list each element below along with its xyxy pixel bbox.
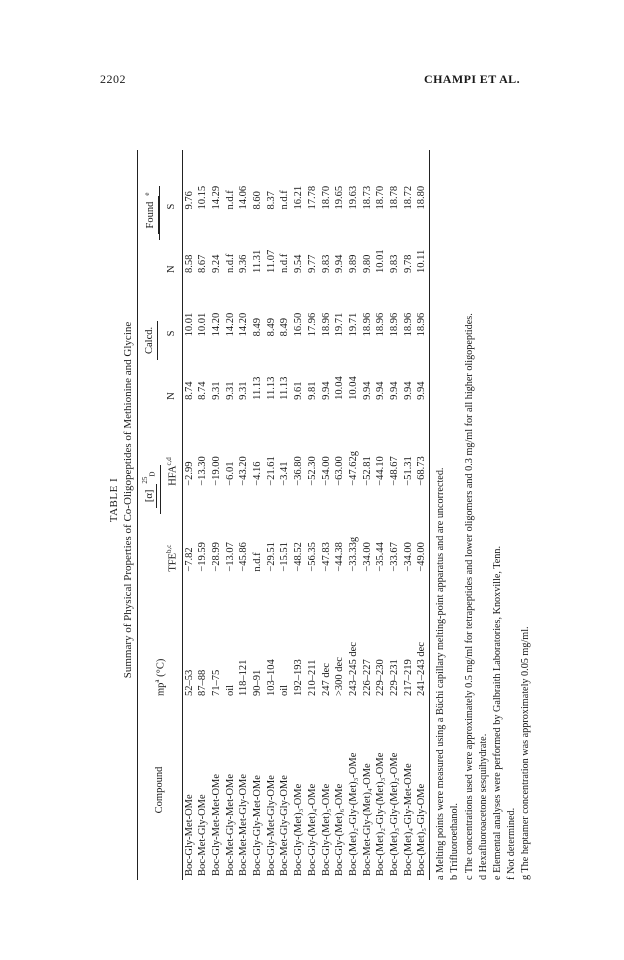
tfe-rotation-cell: −7.82	[183, 547, 195, 572]
mp-cell: 52–53	[183, 669, 195, 696]
calcd-n-cell: 9.31	[210, 381, 222, 400]
found-n-cell: n.d.f	[279, 253, 291, 273]
mp-cell: oil	[279, 684, 291, 696]
running-head: CHAMPI ET AL.	[424, 72, 520, 86]
calc-n-header: N	[162, 340, 182, 403]
calcd-n-cell: 10.04	[347, 376, 359, 400]
compound-cell: Boc-Gly-(Met)₅-OMe	[320, 783, 332, 876]
mp-header-unit: (°C)	[155, 658, 167, 680]
compound-cell: Boc-Met-Gly-OMe	[197, 794, 209, 876]
tfe-rotation-cell: n.d.f	[252, 552, 264, 572]
found-s-cell: 19.63	[347, 185, 359, 210]
found-n-cell: 9.77	[306, 254, 318, 273]
calcd-s-cell: 19.71	[347, 312, 359, 337]
table-row	[415, 150, 429, 880]
calcd-s-cell: 18.96	[361, 312, 373, 337]
mp-cell: 71–75	[210, 669, 222, 696]
table-row	[292, 150, 306, 880]
hfa-rotation-cell: −52.81	[361, 456, 373, 486]
found-n-cell: 9.83	[320, 254, 332, 273]
tfe-label: TFE	[167, 553, 179, 572]
tfe-rotation-cell: −56.35	[306, 542, 318, 572]
hfa-rotation-cell: −54.00	[320, 456, 332, 486]
hfa-rotation-cell: −43.20	[238, 456, 250, 486]
found-s-cell: 18.80	[416, 185, 428, 210]
table-row	[182, 150, 196, 880]
found-s-cell: 18.78	[389, 185, 401, 210]
found-s-cell: 8.37	[265, 191, 277, 210]
hfa-rotation-cell: −52.30	[306, 456, 318, 486]
calcd-s-cell: 10.01	[197, 312, 209, 337]
calcd-n-cell: 9.31	[238, 381, 250, 400]
hfa-label: HFA	[167, 465, 179, 486]
calcd-s-cell: 19.71	[334, 312, 346, 337]
hfa-rotation-cell: −6.01	[224, 461, 236, 486]
hfa-header	[162, 404, 182, 490]
compound-cell: Boc-(Met)₅-Gly-OMe	[416, 783, 428, 876]
calcd-s-cell: 18.96	[416, 312, 428, 337]
found-n-cell: 8.58	[183, 254, 195, 273]
compound-cell: Boc-Gly-Met-Met-OMe	[210, 773, 222, 876]
rotation-symbol: [α]	[143, 484, 158, 509]
calcd-s-cell: 8.49	[252, 318, 264, 337]
hfa-rotation-cell: −3.41	[279, 461, 291, 486]
calcd-n-cell: 9.94	[416, 381, 428, 400]
compound-cell: Boc-Gly-(Met)₃-OMe	[293, 783, 305, 876]
found-n-cell: 9.83	[389, 254, 401, 273]
tfe-rotation-cell: −47.83	[320, 542, 332, 572]
calcd-n-cell: 10.04	[334, 376, 346, 400]
calcd-s-cell: 14.20	[224, 312, 236, 337]
hfa-sup: c,d	[165, 457, 174, 466]
mp-cell: 243–245 dec	[347, 642, 359, 696]
mp-cell: 192–193	[293, 659, 305, 696]
tfe-rotation-cell: −28.99	[210, 542, 222, 572]
tfe-header	[162, 490, 182, 576]
page-number: 2202	[100, 72, 126, 86]
table-caption	[107, 120, 137, 880]
rotation-sub: D	[148, 471, 157, 477]
table-row	[388, 150, 402, 880]
calcd-s-cell: 18.96	[389, 312, 401, 337]
table-row	[224, 150, 238, 880]
calcd-s-cell: 8.49	[265, 318, 277, 337]
compound-cell: Boc-Met-Gly-(Met)₄-OMe	[361, 763, 373, 876]
found-n-cell: n.d.f	[224, 253, 236, 273]
hfa-rotation-cell: −4.16	[252, 461, 264, 486]
rotation-sup: 25	[141, 476, 149, 484]
found-n-cell: 10.11	[416, 249, 428, 273]
found-s-cell: n.d.f	[279, 190, 291, 210]
compound-cell: Boc-Met-Gly-Gly-OMe	[279, 775, 291, 876]
table-row	[210, 150, 224, 880]
calcd-n-cell: 11.13	[279, 376, 291, 400]
table-row	[265, 150, 279, 880]
found-n-cell: 9.80	[361, 254, 373, 273]
calcd-s-cell: 14.20	[210, 312, 222, 337]
compound-cell: Boc-(Met)₄-Gly-Met-OMe	[402, 763, 414, 876]
found-s-cell: 18.72	[402, 185, 414, 210]
properties-table	[137, 150, 430, 880]
mp-header-label: mp	[155, 682, 167, 696]
calcd-s-cell: 14.20	[238, 312, 250, 337]
found-n-cell: 9.78	[402, 254, 414, 273]
found-s-cell: n.d.f	[224, 190, 236, 210]
tfe-rotation-cell: −48.52	[293, 542, 305, 572]
compound-cell: Boc-(Met)₂-Gly-(Met)₃-OMe	[375, 752, 387, 876]
compound-cell: Boc-Gly-(Met)₆-OMe	[334, 783, 346, 876]
found-s-cell: 8.60	[252, 191, 264, 210]
hfa-rotation-cell: −2.99	[183, 461, 195, 486]
table-row	[278, 150, 292, 880]
mp-header	[138, 576, 183, 700]
table-row	[320, 150, 334, 880]
tfe-rotation-cell: −45.86	[238, 542, 250, 572]
tfe-rotation-cell: −29.51	[265, 542, 277, 572]
calcd-n-cell: 11.13	[265, 376, 277, 400]
table-row	[347, 150, 361, 880]
tfe-sup: b,c	[165, 544, 174, 553]
found-n-cell: 9.89	[347, 254, 359, 273]
found-s-cell: 16.21	[293, 185, 305, 210]
mp-cell: 103–104	[265, 659, 277, 696]
calcd-n-cell: 9.94	[402, 381, 414, 400]
hfa-rotation-cell: −47.62g	[347, 450, 359, 486]
hfa-rotation-cell: −63.00	[334, 456, 346, 486]
hfa-rotation-cell: −19.00	[210, 456, 222, 486]
tfe-rotation-cell: −33.67	[389, 542, 401, 572]
calcd-n-cell: 9.61	[293, 381, 305, 400]
tfe-rotation-cell: −33.33g	[347, 536, 359, 572]
compound-cell: Boc-(Met)₃-Gly-(Met)₂-OMe	[389, 752, 401, 876]
found-n-cell: 9.24	[210, 254, 222, 273]
tfe-rotation-cell: −34.00	[402, 542, 414, 572]
hfa-rotation-cell: −51.31	[402, 456, 414, 486]
footnote: d Hexafluoroacetone sesquihydrate.	[477, 733, 489, 880]
calcd-n-cell: 8.74	[197, 381, 209, 400]
table-row	[402, 150, 416, 880]
calcd-n-cell: 9.94	[320, 381, 332, 400]
found-s-cell: 18.73	[361, 185, 373, 210]
found-n-cell: 11.31	[252, 249, 264, 273]
mp-cell: 217–219	[402, 659, 414, 696]
tfe-rotation-cell: −19.59	[197, 542, 209, 572]
compound-cell: Boc-Met-Met-Gly-OMe	[238, 773, 250, 876]
calcd-s-cell: 16.50	[293, 312, 305, 337]
table-row	[333, 150, 347, 880]
found-s-header: S	[162, 150, 182, 213]
found-n-header: N	[162, 213, 182, 276]
calcd-s-cell: 17.96	[306, 312, 318, 337]
compound-header: Compound	[138, 700, 183, 880]
compound-cell: Boc-Gly-Met-OMe	[183, 794, 195, 876]
footnote: c The concentrations used were approximately 0.5 mg/ml for tetrapeptides and lower oligomers and 0.3 mg/ml for all higher oligopeptides.	[463, 313, 475, 880]
found-s-cell: 9.76	[183, 191, 195, 210]
found-n-cell: 10.01	[375, 249, 387, 273]
found-label: Found	[144, 196, 159, 235]
hfa-rotation-cell: −68.73	[416, 456, 428, 486]
tfe-rotation-cell: −49.00	[416, 542, 428, 572]
table-row	[374, 150, 388, 880]
compound-cell: Boc-Met-Gly-Met-OMe	[224, 773, 236, 876]
calcd-n-cell: 9.81	[306, 381, 318, 400]
hfa-rotation-cell: −36.80	[293, 456, 305, 486]
tfe-rotation-cell: −13.07	[224, 542, 236, 572]
mp-cell: 229–230	[375, 659, 387, 696]
compound-cell: Boc-(Met)₂-Gly-(Met)₃-OMe	[347, 752, 359, 876]
tfe-rotation-cell: −35.44	[375, 542, 387, 572]
mp-cell: 226–227	[361, 659, 373, 696]
table-footnotes	[434, 120, 533, 880]
hfa-rotation-cell: −13.30	[197, 456, 209, 486]
compound-cell: Boc-Gly-Met-Gly-OMe	[265, 775, 277, 876]
compound-cell: Boc-Gly-Gly-Met-OMe	[252, 775, 264, 876]
page-header	[100, 72, 520, 88]
rotation-group-header	[138, 404, 163, 576]
calcd-n-cell: 8.74	[183, 381, 195, 400]
found-s-cell: 19.65	[334, 185, 346, 210]
calc-s-header: S	[162, 277, 182, 340]
mp-cell: >300 dec	[334, 657, 346, 696]
hfa-rotation-cell: −44.10	[375, 456, 387, 486]
mp-cell: 87–88	[197, 669, 209, 696]
compound-cell: Boc-Gly-(Met)₄-OMe	[306, 783, 318, 876]
table-number: TABLE I	[108, 477, 120, 523]
tfe-rotation-cell: −15.51	[279, 542, 291, 572]
mp-cell: 247 dec	[320, 663, 332, 696]
mp-cell: 118–121	[238, 659, 250, 696]
rotated-table-block	[107, 120, 532, 880]
found-sup: e	[142, 192, 151, 196]
footnote: f Not determined.	[506, 807, 518, 880]
footnote: g The heptamer concentration was approximately 0.05 mg/ml.	[520, 626, 532, 880]
calcd-label: Calcd.	[143, 321, 158, 360]
found-s-cell: 14.06	[238, 185, 250, 210]
calcd-s-cell: 18.96	[402, 312, 414, 337]
calcd-s-cell: 8.49	[279, 318, 291, 337]
table-row	[251, 150, 265, 880]
table-row	[237, 150, 251, 880]
calcd-s-cell: 18.96	[375, 312, 387, 337]
table-row	[306, 150, 320, 880]
hfa-rotation-cell: −21.61	[265, 456, 277, 486]
mp-cell: 229–231	[389, 659, 401, 696]
calcd-n-cell: 9.94	[389, 381, 401, 400]
table-title: Summary of Physical Properties of Co-Oligopeptides of Methionine and Glycine	[122, 321, 134, 679]
footnote: a Melting points were measured using a Büchi capillary melting-point apparatus and are uncorrected.	[435, 467, 447, 880]
calcd-s-cell: 10.01	[183, 312, 195, 337]
found-s-cell: 18.70	[320, 185, 332, 210]
found-n-cell: 9.36	[238, 254, 250, 273]
calcd-s-cell: 18.96	[320, 312, 332, 337]
table-body	[182, 150, 430, 880]
found-s-cell: 14.29	[210, 185, 222, 210]
mp-header-sup: a	[153, 679, 162, 683]
found-s-cell: 10.15	[197, 185, 209, 210]
footnote: e Elemental analyses were performed by Galbraith Laboratories, Knoxville, Tenn.	[491, 545, 503, 880]
calcd-n-cell: 9.31	[224, 381, 236, 400]
calcd-n-cell: 9.94	[361, 381, 373, 400]
found-group-header	[138, 150, 163, 277]
mp-cell: 90–91	[252, 669, 264, 696]
found-n-cell: 9.54	[293, 254, 305, 273]
found-n-cell: 9.94	[334, 254, 346, 273]
table-row	[196, 150, 210, 880]
found-n-cell: 11.07	[265, 249, 277, 273]
calcd-group-header	[138, 277, 163, 404]
hfa-rotation-cell: −48.67	[389, 456, 401, 486]
calcd-n-cell: 9.94	[375, 381, 387, 400]
calcd-n-cell: 11.13	[252, 376, 264, 400]
tfe-rotation-cell: −44.38	[334, 542, 346, 572]
mp-cell: oil	[224, 684, 236, 696]
found-s-cell: 17.78	[306, 185, 318, 210]
tfe-rotation-cell: −34.00	[361, 542, 373, 572]
mp-cell: 241–243 dec	[416, 642, 428, 696]
found-n-cell: 8.67	[197, 254, 209, 273]
found-s-cell: 18.70	[375, 185, 387, 210]
table-row	[361, 150, 375, 880]
mp-cell: 210–211	[306, 659, 318, 696]
footnote: b Trifluoroethanol.	[449, 803, 461, 880]
